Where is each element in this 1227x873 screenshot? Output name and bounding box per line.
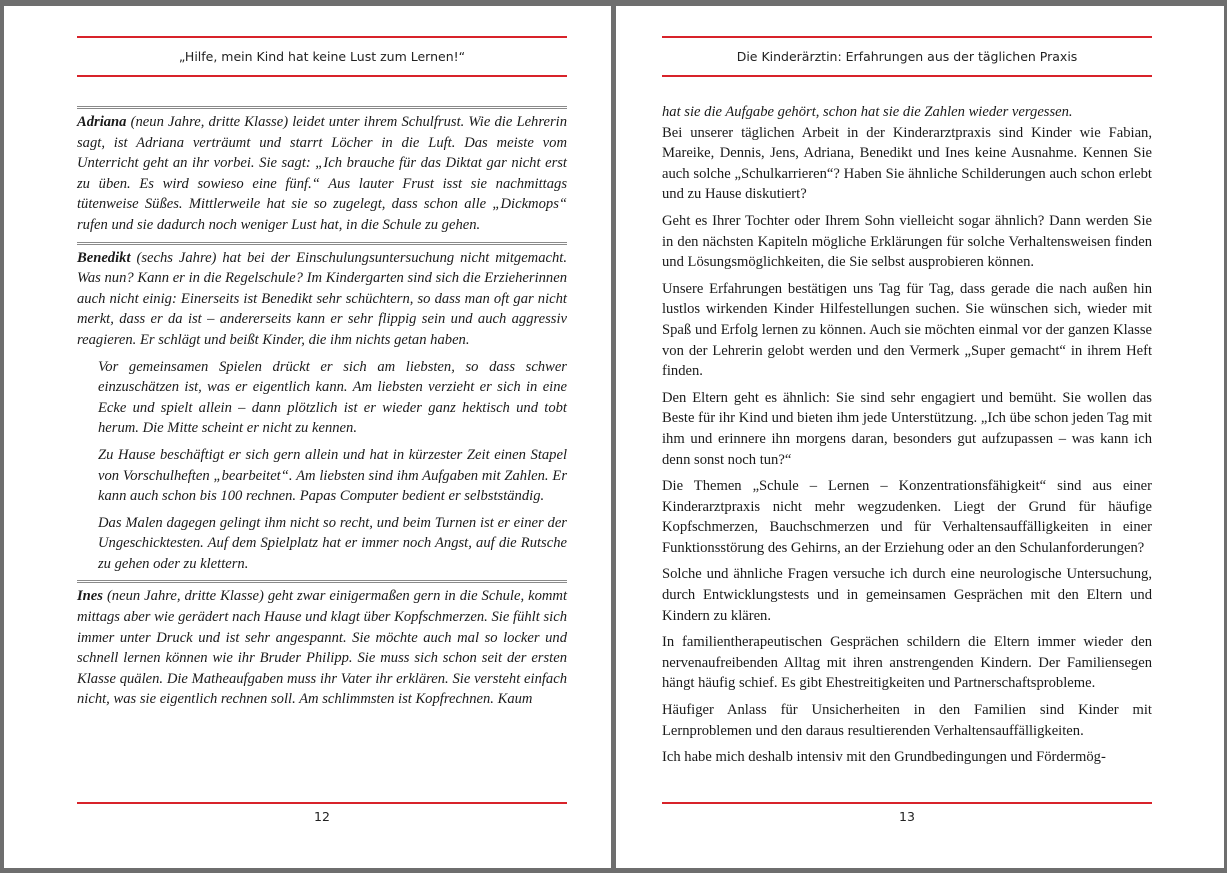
case-text [77, 586, 567, 710]
body-paragraph: Häufiger Anlass für Unsicherheiten in den Familien sind Kinder mit Lernproblemen und den daraus resultierenden Verhaltensauffälligkeiten. [662, 702, 1152, 739]
case-description: (neun Jahre, dritte Klasse) leidet unter ihrem Schulfrust. Wie die Lehrerin sagt, ist Adriana verträumt und starrt Löcher in die Luft. Das meiste vom Unterricht geht an ihr vorbei. Sie sagt: „Ich brauche für das Diktat gar nicht erst zu üben. Es wird sowieso eine fünf.“ Aus lauter Frust isst sie nachmittags tütenweise Süßes. Mittlerweile hat sie so zugelegt, dass schon alle „Dickmops“ rufen und sie dadurch noch weniger Lust hat, in die Schule zu gehen. [77, 114, 567, 233]
body-paragraph: Bei unserer täglichen Arbeit in der Kinderarztpraxis sind Kinder wie Fabian, Mareike, Dennis, Jens, Adriana, Benedikt und Ines keine Ausnahme. Kennen Sie auch solche „Schulkarrieren“? Haben Sie ähnliche Schilderungen auch schon erlebt und zu Hause diskutiert? [662, 124, 1152, 203]
right-page-body [662, 102, 1152, 774]
right-page-header: Die Kinderärztin: Erfahrungen aus der täglichen Praxis [662, 36, 1152, 77]
case-detail-paragraph: Zu Hause beschäftigt er sich gern allein und hat in kürzester Zeit einen Stapel von Vorschulheften „bearbeitet“. Am liebsten sind ihm Aufgaben mit Zahlen. Er kann auch schon bis 100 rechnen. Papas Computer bedient er selbstständig. [98, 446, 567, 505]
body-paragraph: Unsere Erfahrungen bestätigen uns Tag für Tag, dass gerade die nach außen hin lustlos wirkenden Kinder Hilfestellungen suchen. Sie wünschen sich, wieder mit Spaß und Erfolg lernen zu können. Auch sie möchten einmal vor der ganzen Klasse von der Lehrerin gelobt werden und den Vermerk „Super gemacht“ in ihrem Heft finden. [662, 280, 1152, 380]
case-name: Ines [77, 588, 103, 605]
right-page [616, 6, 1224, 868]
left-page-number: 12 [314, 809, 330, 824]
body-paragraph: Solche und ähnliche Fragen versuche ich durch eine neurologische Untersuchung, durch Entwicklungstests und in gemeinsamen Gesprächen mit den Eltern und Kindern zu klären. [662, 566, 1152, 624]
body-paragraph: Geht es Ihrer Tochter oder Ihrem Sohn vielleicht sogar ähnlich? Dann werden Sie in den nächsten Kapiteln mögliche Erklärungen für solche Verhaltensweisen finden und Lösungsmöglichkeiten, die Sie selbst ausprobieren können. [662, 212, 1152, 271]
continuation-line: hat sie die Aufgabe gehört, schon hat sie die Zahlen wieder vergessen. [662, 104, 1073, 120]
left-footer-rule [77, 802, 567, 804]
case-name: Benedikt [77, 249, 131, 266]
case-detail-paragraph: Das Malen dagegen gelingt ihm nicht so recht, und beim Turnen ist er einer der Ungeschicktesten. Auf dem Spielplatz hat er immer noch Angst, auf die Rutsche zu gehen oder zu klettern. [98, 514, 567, 572]
body-paragraph: In familientherapeutischen Gesprächen schildern die Eltern immer wieder den nervenaufreibenden Alltag mit ihren anstrengenden Kindern. Der Familiensegen hängt häufig schief. Es gibt Ehestreitigkeiten und Partnerschaftsprobleme. [662, 634, 1152, 692]
body-paragraph: Die Themen „Schule – Lernen – Konzentrationsfähigkeit“ sind aus einer Kinderarztpraxis nicht mehr wegzudenken. Liegt der Grund für häufige Kopfschmerzen, Bauchschmerzen und für Verhaltensauffälligkeiten in einer Funktionsstörung des Gehirns, an der Erziehung oder an den Schulanforderungen? [662, 478, 1152, 556]
case-name: Adriana [77, 114, 127, 130]
case-benedikt [77, 242, 567, 575]
case-description: (sechs Jahre) hat bei der Einschulungsuntersuchung nicht mitgemacht. Was nun? Kann er in die Regelschule? Im Kindergarten sind sich die Erzieherinnen auch nicht einig: Einerseits ist Benedikt sehr schüchtern, so dass man oft gar nicht merkt, dass er da ist – andererseits kann er sehr flippig sein und auch aggressiv reagieren. Er schlägt und beißt Kinder, die ihm nichts getan haben. [77, 249, 567, 348]
case-ines [77, 580, 567, 710]
case-adriana [77, 106, 567, 236]
case-text [77, 248, 567, 351]
case-text [77, 112, 567, 236]
body-paragraph: Den Eltern geht es ähnlich: Sie sind sehr engagiert und bemüht. Sie wollen das Beste für ihr Kind und bieten ihm jede Unterstützung. „Ich übe schon jeden Tag mit ihm und erinnere ihn morgens daran, besonders gut aufzupassen – was kann ich denn sonst noch tun?“ [662, 389, 1152, 468]
left-page [4, 6, 611, 868]
left-page-header: „Hilfe, mein Kind hat keine Lust zum Lernen!“ [77, 36, 567, 77]
right-footer-rule [662, 802, 1152, 804]
case-detail-paragraph: Vor gemeinsamen Spielen drückt er sich am liebsten, so dass schwer einzuschätzen ist, was er eigentlich kann. Am liebsten verzieht er sich in eine Ecke und spielt allein – dann plötzlich ist er wieder ganz hektisch und tobt herum. Die Mitte scheint er nicht zu kennen. [98, 358, 567, 437]
case-description: (neun Jahre, dritte Klasse) geht zwar einigermaßen gern in die Schule, kommt mittags aber wie gerädert nach Hause und klagt über Kopfschmerzen. Sie fühlt sich immer unter Druck und ist sehr angespannt. Sie möchte auch mal so locker und schnell lernen können wie ihr Bruder Philipp. Sie muss sich schon seit der ersten Klasse quälen. Die Matheaufgaben muss ihr Vater ihr erklären. Sie versteht einfach nicht, was sie eigentlich rechnen soll. Am schlimmsten ist Kopfrechnen. Kaum [77, 588, 567, 708]
left-page-body [77, 106, 567, 716]
right-page-number: 13 [899, 809, 915, 824]
body-paragraph: Ich habe mich deshalb intensiv mit den Grundbedingungen und Fördermög- [662, 749, 1106, 766]
